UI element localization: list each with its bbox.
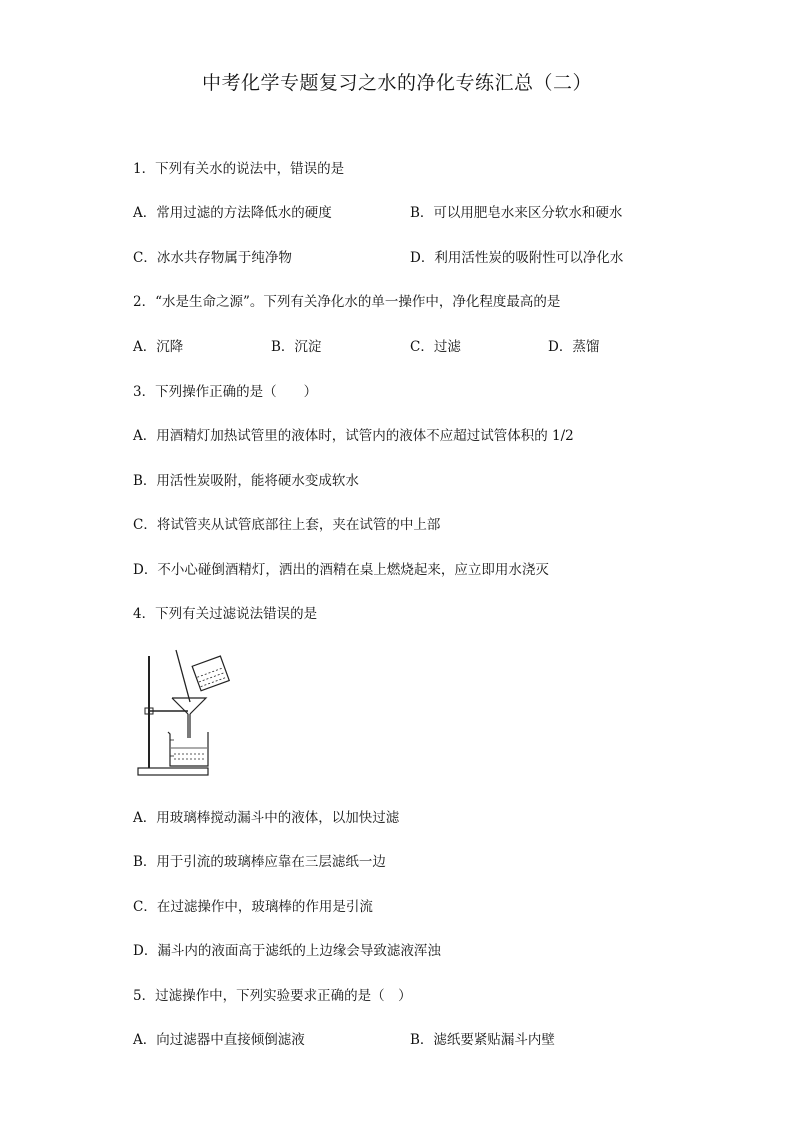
q2-option-c: C．过滤 [410,339,461,355]
q4-stem: 4．下列有关过滤说法错误的是 [133,606,318,622]
q2-option-d: D．蒸馏 [548,339,600,355]
q3-option-b: B．用活性炭吸附，能将硬水变成软水 [133,473,359,489]
q2-option-b: B．沉淀 [271,339,322,355]
q3-option-c: C．将试管夹从试管底部往上套，夹在试管的中上部 [133,517,441,533]
filtration-apparatus-figure [134,648,234,778]
q4-option-c: C．在过滤操作中，玻璃棒的作用是引流 [133,899,373,915]
q1-option-b: B．可以用肥皂水来区分软水和硬水 [410,205,623,221]
q5-option-b: B．滤纸要紧贴漏斗内壁 [410,1032,555,1048]
q2-stem: 2．“水是生命之源”。下列有关净化水的单一操作中，净化程度最高的是 [133,294,561,310]
q5-option-a: A．向过滤器中直接倾倒滤液 [133,1032,305,1048]
q1-stem: 1．下列有关水的说法中，错误的是 [133,161,345,177]
q1-option-c: C．冰水共存物属于纯净物 [133,250,292,266]
q3-stem: 3．下列操作正确的是（ ） [133,384,318,400]
q4-option-b: B．用于引流的玻璃棒应靠在三层滤纸一边 [133,854,386,870]
page-title: 中考化学专题复习之水的净化专练汇总（二） [201,72,592,94]
q3-option-a: A．用酒精灯加热试管里的液体时，试管内的液体不应超过试管体积的 1/2 [133,428,574,444]
q2-option-a: A．沉降 [133,339,184,355]
q3-option-d: D．不小心碰倒酒精灯，洒出的酒精在桌上燃烧起来，应立即用水浇灭 [133,562,549,578]
q1-option-a: A．常用过滤的方法降低水的硬度 [133,205,332,221]
q4-option-a: A．用玻璃棒搅动漏斗中的液体，以加快过滤 [133,810,400,826]
q4-option-d: D．漏斗内的液面高于滤纸的上边缘会导致滤液浑浊 [133,943,441,959]
q5-stem: 5．过滤操作中，下列实验要求正确的是（ ） [133,988,412,1004]
q1-option-d: D．利用活性炭的吸附性可以净化水 [410,250,624,266]
